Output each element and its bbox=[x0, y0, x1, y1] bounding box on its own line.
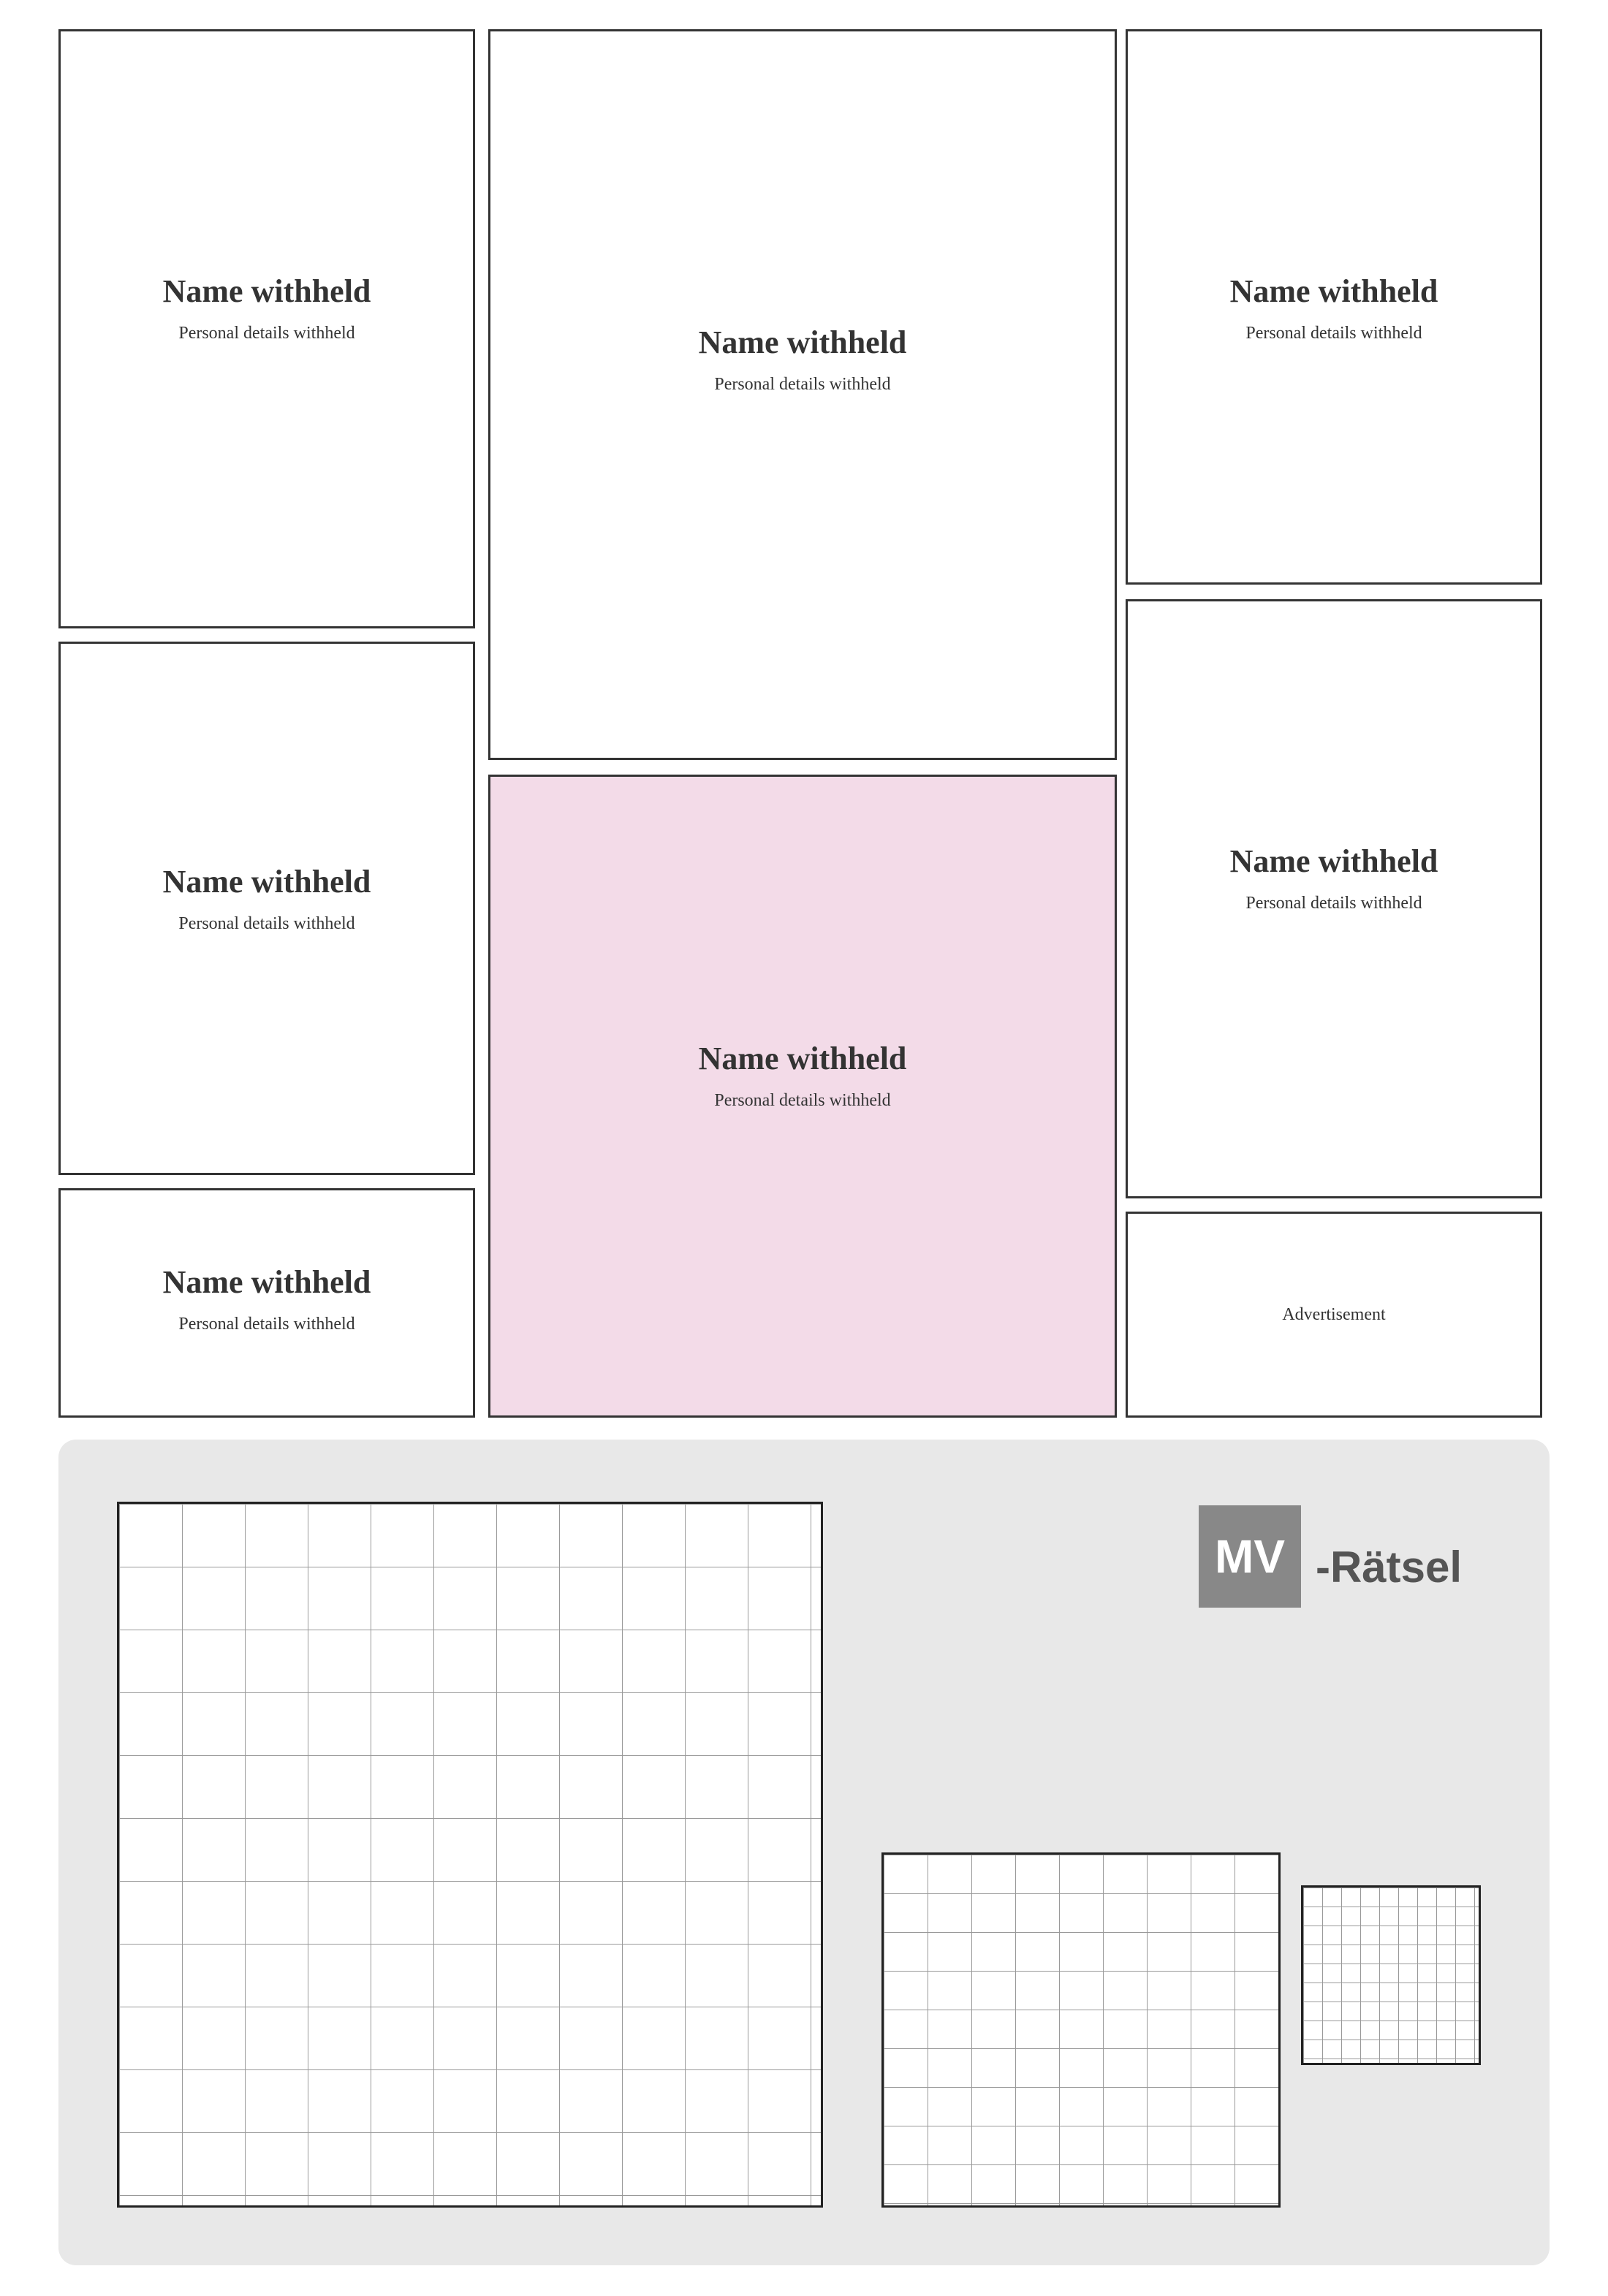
notice-3 bbox=[1126, 29, 1542, 585]
notice-details: Personal details withheld bbox=[714, 375, 891, 394]
notice-name: Name withheld bbox=[1229, 273, 1438, 309]
crossword-grid bbox=[117, 1502, 823, 2208]
notice-name: Name withheld bbox=[162, 273, 371, 309]
notice-details: Personal details withheld bbox=[178, 914, 355, 933]
notice-details: Personal details withheld bbox=[178, 324, 355, 343]
notice-name: Name withheld bbox=[1229, 843, 1438, 879]
advertisement-label: Advertisement bbox=[1282, 1305, 1386, 1324]
sudoku-solution-grid bbox=[1301, 1885, 1481, 2065]
sudoku-grid bbox=[881, 1852, 1281, 2208]
notice-details: Personal details withheld bbox=[714, 1091, 891, 1110]
notice-5 bbox=[488, 775, 1117, 1418]
notice-name: Name withheld bbox=[698, 1041, 907, 1076]
notice-name: Name withheld bbox=[162, 864, 371, 900]
notice-7 bbox=[58, 1188, 475, 1418]
notice-details: Personal details withheld bbox=[1245, 324, 1422, 343]
notice-4 bbox=[58, 642, 475, 1175]
puzzle-brand: MV bbox=[1199, 1505, 1301, 1608]
notice-name: Name withheld bbox=[162, 1264, 371, 1300]
advertisement bbox=[1126, 1212, 1542, 1418]
notice-name: Name withheld bbox=[698, 324, 907, 360]
notice-details: Personal details withheld bbox=[178, 1315, 355, 1334]
notice-1 bbox=[58, 29, 475, 628]
notice-2 bbox=[488, 29, 1117, 760]
notice-6 bbox=[1126, 599, 1542, 1198]
puzzle-title: -Rätsel bbox=[1316, 1543, 1463, 1592]
notice-details: Personal details withheld bbox=[1245, 894, 1422, 913]
